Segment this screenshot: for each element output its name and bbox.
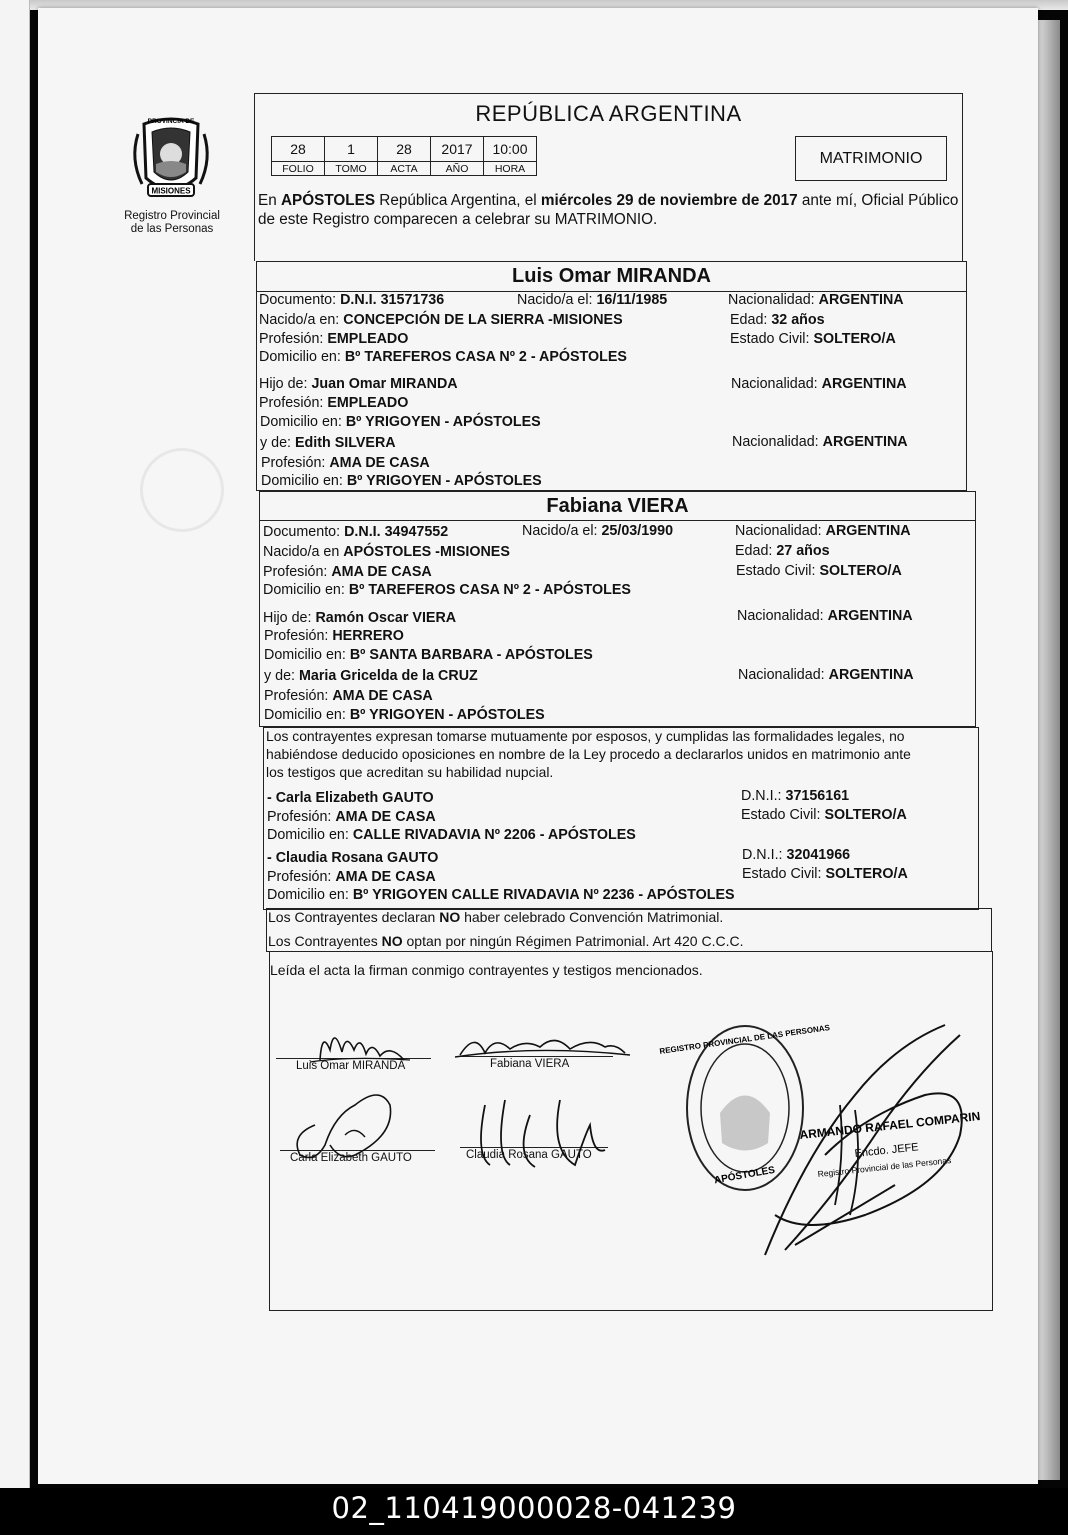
stamp-bottom-text: APÓSTOLES <box>713 1164 776 1187</box>
value: CONCEPCIÓN DE LA SIERRA -MISIONES <box>343 312 623 328</box>
spouse1-mother <box>260 435 396 451</box>
label: Domicilio en: <box>259 349 341 365</box>
spouse1-father-domicilio <box>260 414 541 430</box>
spouse1-nacido-el <box>517 292 667 308</box>
label: Profesión: <box>267 869 332 885</box>
label: Estado Civil: <box>741 807 821 823</box>
value: ARGENTINA <box>828 667 914 683</box>
value: HERRERO <box>332 628 404 644</box>
value: SOLTERO/A <box>819 563 902 579</box>
spouse1-nacido-en <box>259 312 623 328</box>
official-signature-scribble <box>745 1015 975 1275</box>
text: Los Contrayentes declaran <box>268 909 440 925</box>
intro-t1: En <box>258 192 281 209</box>
spouse2-name-divider <box>259 520 976 521</box>
spouse2-domicilio <box>263 582 631 598</box>
stamp-ring-text: REGISTRO PROVINCIAL DE LAS PERSONAS <box>658 1023 831 1056</box>
spouse1-profesion <box>259 331 408 347</box>
spouse1-mother-domicilio <box>261 473 542 489</box>
label: Profesión: <box>264 688 329 704</box>
witness1-domicilio <box>267 827 636 843</box>
label: Hijo de: <box>259 376 308 392</box>
label: Hijo de: <box>263 610 312 626</box>
label: Nacionalidad: <box>728 292 815 308</box>
spouse1-domicilio <box>259 349 627 365</box>
label: D.N.I.: <box>742 847 783 863</box>
spouse2-father-domicilio <box>264 647 593 663</box>
label: Nacido/a en: <box>259 312 340 328</box>
label: y de: <box>264 668 295 684</box>
spouse1-mother-nacionalidad <box>732 434 908 450</box>
declaration-line-1: Los contrayentes expresan tomarse mutuamente por esposos, y cumplidas las formalidades legales, no <box>266 728 905 744</box>
value: Ramón Oscar VIERA <box>315 610 457 626</box>
value: 37156161 <box>785 788 850 804</box>
value: Bº YRIGOYEN - APÓSTOLES <box>346 473 542 489</box>
value: CALLE RIVADAVIA Nº 2206 - APÓSTOLES <box>352 827 636 843</box>
value: EMPLEADO <box>327 395 409 411</box>
folio-value: 28 <box>272 137 325 162</box>
value: 32041966 <box>786 847 851 863</box>
signature-label-3: Carla Elizabeth GAUTO <box>290 1152 412 1164</box>
label: Nacionalidad: <box>731 376 818 392</box>
ano-value: 2017 <box>431 137 484 162</box>
label: Profesión: <box>264 628 329 644</box>
spouse2-mother-nacionalidad <box>738 667 914 683</box>
value: AMA DE CASA <box>331 564 432 580</box>
value: ARGENTINA <box>827 608 913 624</box>
label: Nacionalidad: <box>737 608 824 624</box>
spouse2-documento <box>263 524 448 540</box>
text: haber celebrado Convención Matrimonial. <box>460 909 724 925</box>
misiones-coat-of-arms-logo <box>126 114 216 204</box>
spouse2-estado-civil <box>736 563 902 579</box>
acta-value: 28 <box>378 137 431 162</box>
hora-value: 10:00 <box>484 137 537 162</box>
acta-label: ACTA <box>378 162 431 176</box>
spouse1-documento <box>259 292 444 308</box>
label: Estado Civil: <box>730 331 810 347</box>
value: SOLTERO/A <box>825 866 908 882</box>
label: Domicilio en: <box>264 707 346 723</box>
label: Profesión: <box>259 331 324 347</box>
text: optan por ningún Régimen Patrimonial. Art 420 C.C.C. <box>402 933 744 949</box>
previous-page-edge <box>0 0 30 1490</box>
intro-date: miércoles 29 de noviembre de 2017 <box>540 192 798 209</box>
value: SOLTERO/A <box>813 331 896 347</box>
faded-stamp-mark <box>140 448 224 532</box>
value: 16/11/1985 <box>596 292 668 308</box>
signature-scribble-4 <box>465 1095 615 1175</box>
convention-line-1 <box>268 909 723 925</box>
value: AMA DE CASA <box>335 809 436 825</box>
spouse2-nacionalidad <box>735 523 911 539</box>
value: SOLTERO/A <box>824 807 907 823</box>
witness1-dni <box>741 788 849 804</box>
spouse2-father-profesion <box>264 628 404 644</box>
witness2-domicilio <box>267 887 735 903</box>
value: D.N.I. 31571736 <box>340 292 445 308</box>
witness2-name: - Claudia Rosana GAUTO <box>267 850 439 866</box>
value: ARGENTINA <box>822 434 908 450</box>
signature-label-4: Claudia Rosana GAUTO <box>466 1149 592 1161</box>
label: Nacido/a el: <box>522 523 598 539</box>
registry-caption <box>112 210 232 236</box>
label: Estado Civil: <box>742 866 822 882</box>
tomo-value: 1 <box>325 137 378 162</box>
signature-scribble-1 <box>300 1020 430 1070</box>
value: APÓSTOLES -MISIONES <box>343 544 510 560</box>
spouse1-father <box>259 376 458 392</box>
witness1-estado-civil <box>741 807 907 823</box>
label: Domicilio en: <box>264 647 346 663</box>
intro-t2: República Argentina, el <box>375 192 541 209</box>
label: Nacionalidad: <box>735 523 822 539</box>
logo-top-text: PROVINCIA DE <box>147 118 195 125</box>
label: Nacido/a el: <box>517 292 593 308</box>
witness2-dni <box>742 847 850 863</box>
spouse2-father-nacionalidad <box>737 608 913 624</box>
text: Los Contrayentes <box>268 933 382 949</box>
spouse1-name: Luis Omar MIRANDA <box>512 265 711 287</box>
value: ARGENTINA <box>821 376 907 392</box>
spouse2-name: Fabiana VIERA <box>546 495 689 517</box>
witness1-name: - Carla Elizabeth GAUTO <box>267 790 434 806</box>
value: Juan Omar MIRANDA <box>311 376 458 392</box>
label: Nacionalidad: <box>738 667 825 683</box>
label: Profesión: <box>261 455 326 471</box>
value: ARGENTINA <box>825 523 911 539</box>
signature-scribble-2 <box>455 1025 635 1065</box>
spouse1-estado-civil <box>730 331 896 347</box>
hora-label: HORA <box>484 162 537 176</box>
label: Edad: <box>730 312 768 328</box>
value: 25/03/1990 <box>601 523 674 539</box>
folio-label: FOLIO <box>272 162 325 176</box>
label: y de: <box>260 435 291 451</box>
scan-identifier: 02_110419000028-041239 <box>0 1488 1068 1535</box>
label: Profesión: <box>267 809 332 825</box>
label: Profesión: <box>259 395 324 411</box>
convention-line-2 <box>268 933 743 949</box>
spouse1-mother-profesion <box>261 455 430 471</box>
value: ARGENTINA <box>818 292 904 308</box>
emphasis: NO <box>439 909 461 925</box>
signature-scribble-3 <box>285 1075 415 1165</box>
spouse1-edad <box>730 312 825 328</box>
intro-t3: ante mí, Oficial Público de este Registro comparecen a celebrar su MATRIMONIO. <box>258 192 959 228</box>
label: Domicilio en: <box>263 582 345 598</box>
spouse2-mother-domicilio <box>264 707 545 723</box>
declaration-line-3: los testigos que acreditan su habilidad nupcial. <box>266 764 554 780</box>
spouse2-edad <box>735 543 830 559</box>
label: Nacionalidad: <box>732 434 819 450</box>
spouse2-mother-profesion <box>264 688 433 704</box>
value: Bº TAREFEROS CASA Nº 2 - APÓSTOLES <box>344 349 627 365</box>
registry-line-1: Registro Provincial <box>124 210 220 222</box>
value: AMA DE CASA <box>332 688 433 704</box>
signature-label-2: Fabiana VIERA <box>490 1058 570 1070</box>
spouse1-nacionalidad <box>728 292 904 308</box>
label: Profesión: <box>263 564 328 580</box>
spouse2-mother <box>264 668 478 684</box>
signature-label-1: Luis Omar MIRANDA <box>296 1060 406 1072</box>
tomo-label: TOMO <box>325 162 378 176</box>
label: Documento: <box>263 524 341 540</box>
spouse2-profesion <box>263 564 432 580</box>
official-org: Registro Provincial de las Personas <box>817 1155 952 1179</box>
registry-line-2: de las Personas <box>130 223 214 235</box>
label: Domicilio en: <box>260 414 342 430</box>
act-type-box: MATRIMONIO <box>795 136 947 181</box>
label: Documento: <box>259 292 337 308</box>
witness2-profesion <box>267 869 436 885</box>
declaration-line-2: habiéndose deducido oposiciones en nombre de la Ley procedo a declararlos unidos en matrimonio ante <box>266 746 911 762</box>
registration-table <box>271 136 537 176</box>
official-name: ARMANDO RAFAEL COMPARIN <box>798 1109 981 1142</box>
value: AMA DE CASA <box>335 869 436 885</box>
label: Domicilio en: <box>267 887 349 903</box>
value: Edith SILVERA <box>294 435 396 451</box>
witness2-estado-civil <box>742 866 908 882</box>
label: Nacido/a en <box>263 544 340 560</box>
value: Maria Gricelda de la CRUZ <box>298 668 478 684</box>
witness1-profesion <box>267 809 436 825</box>
value: D.N.I. 34947552 <box>344 524 449 540</box>
official-title: Encdo. JEFE <box>854 1141 920 1160</box>
document-title: REPÚBLICA ARGENTINA <box>475 101 742 126</box>
logo-bottom-text: MISIONES <box>151 186 191 196</box>
value: Bº YRIGOYEN - APÓSTOLES <box>345 414 541 430</box>
value: Bº TAREFEROS CASA Nº 2 - APÓSTOLES <box>348 582 631 598</box>
value: 27 años <box>776 543 830 559</box>
label: D.N.I.: <box>741 788 782 804</box>
value: EMPLEADO <box>327 331 409 347</box>
value: Bº YRIGOYEN - APÓSTOLES <box>349 707 545 723</box>
value: Bº YRIGOYEN CALLE RIVADAVIA Nº 2236 - APÓSTOLES <box>352 887 735 903</box>
page-stack-edge <box>1038 20 1060 1480</box>
spouse1-father-profesion <box>259 395 408 411</box>
closing-text: Leída el acta la firman conmigo contrayentes y testigos mencionados. <box>270 962 703 978</box>
value: 32 años <box>771 312 825 328</box>
intro-paragraph <box>258 191 962 229</box>
spouse1-father-nacionalidad <box>731 376 907 392</box>
label: Estado Civil: <box>736 563 816 579</box>
label: Domicilio en: <box>261 473 343 489</box>
emphasis: NO <box>381 933 403 949</box>
label: Domicilio en: <box>267 827 349 843</box>
spouse2-nacido-en <box>263 544 510 560</box>
spouse2-father <box>263 610 456 626</box>
header-box <box>254 93 963 261</box>
ano-label: AÑO <box>431 162 484 176</box>
label: Edad: <box>735 543 773 559</box>
value: Bº SANTA BARBARA - APÓSTOLES <box>349 647 593 663</box>
value: AMA DE CASA <box>329 455 430 471</box>
intro-city: APÓSTOLES <box>280 192 376 209</box>
spouse2-nacido-el <box>522 523 673 539</box>
